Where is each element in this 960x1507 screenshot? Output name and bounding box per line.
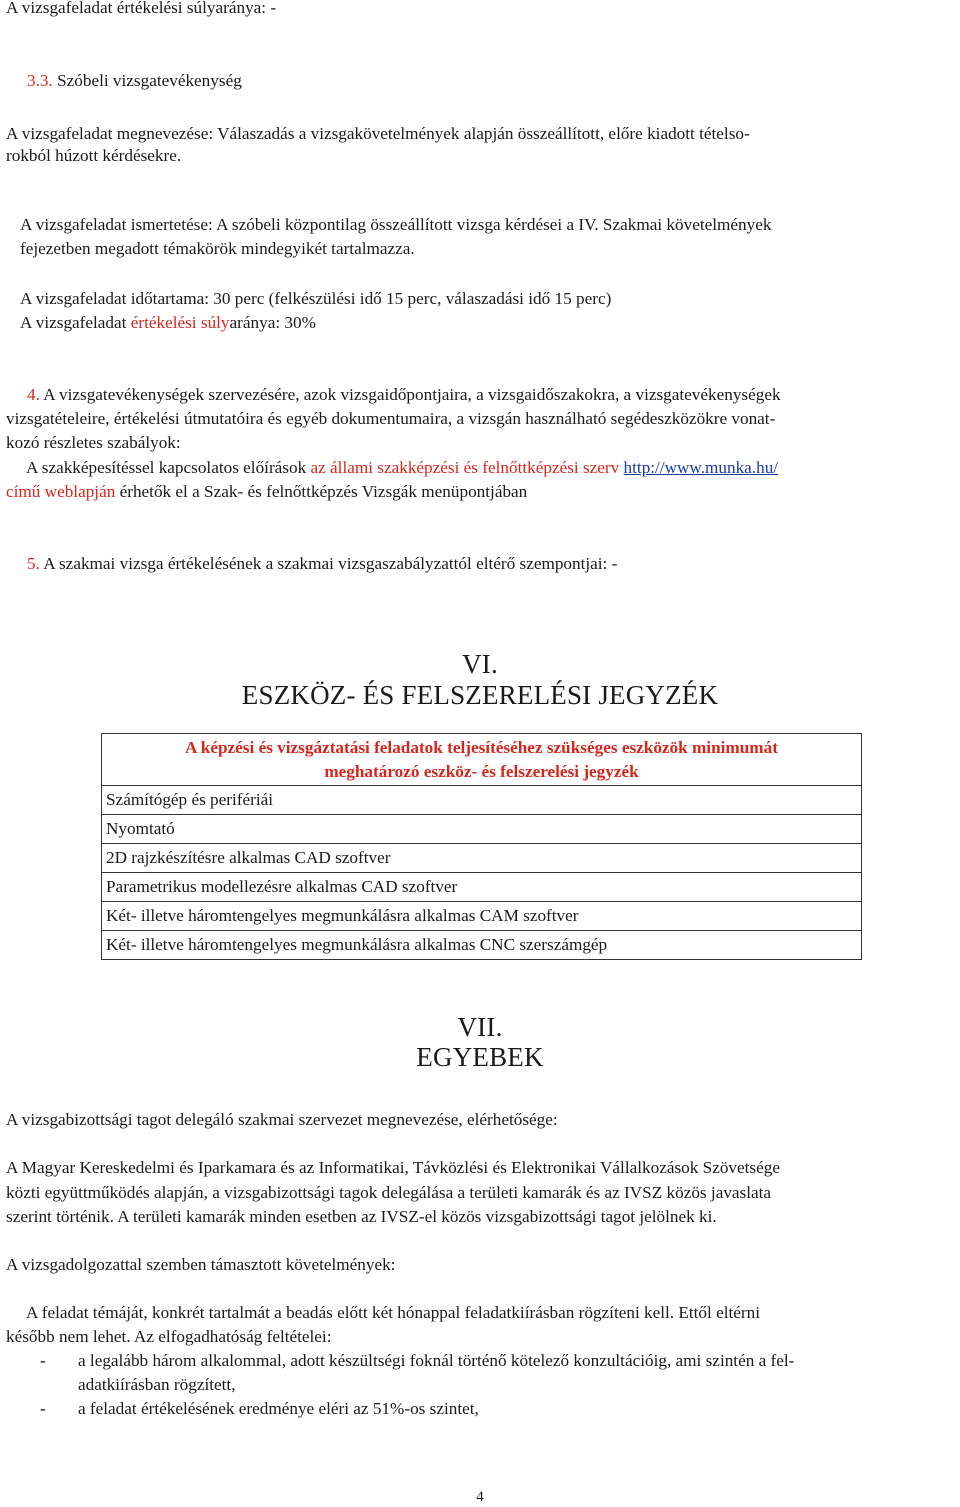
table-cell: Két- illetve háromtengelyes megmunkálásra alkalmas CNC szerszámgép [102, 931, 862, 960]
section-4-line-2: vizsgatételeire, értékelési útmutatóira és egyéb dokumentumaira, a vizsgán használható segédeszközökre vonat- [6, 409, 776, 428]
table-header-row [102, 734, 862, 786]
table-row [102, 931, 862, 960]
page-number: 4 [476, 1489, 484, 1505]
bullet-1-line-2: adatkiírásban rögzített, [78, 1375, 236, 1394]
table-header-line-2: meghatározó eszköz- és felszerelési jegyzék [324, 762, 639, 781]
task-duration: A vizsgafeladat időtartama: 30 perc (felkészülési idő 15 perc, válaszadási idő 15 perc) [20, 289, 612, 308]
delegating-org-title: A vizsgabizottsági tagot delegáló szakmai szervezet megnevezése, elérhetősége: [6, 1110, 558, 1129]
regulations-text: A szakképesítéssel kapcsolatos előírások [26, 458, 311, 477]
table-cell: Két- illetve háromtengelyes megmunkálásra alkalmas CAM szoftver [102, 902, 862, 931]
task-weight [20, 312, 316, 334]
table-cell: Parametrikus modellezésre alkalmas CAD szoftver [102, 873, 862, 902]
chapter-6-title: ESZKÖZ- ÉS FELSZERELÉSI JEGYZÉK [241, 680, 719, 710]
section-5-text: A szakmai vizsga értékelésének a szakmai vizsgaszabályzattól eltérő szempontjai: - [39, 554, 618, 573]
equipment-table [101, 733, 862, 960]
website-menu-text: érhetők el a Szak- és felnőttképzés Vizsgák menüpontjában [115, 482, 528, 501]
delegation-para-line-2: közti együttműködés alapján, a vizsgabizottsági tagok delegálása a területi kamarák és az IVSZ közös javaslata [6, 1183, 772, 1202]
exam-weight-line: A vizsgafeladat értékelési súlyaránya: - [6, 0, 277, 17]
section-4-line-5 [6, 481, 527, 503]
section-3-3-heading [27, 70, 242, 92]
table-header-cell [102, 734, 862, 786]
weight-label: A vizsgafeladat [20, 313, 131, 332]
requirements-line-1: A feladat témáját, konkrét tartalmát a beadás előtt két hónappal feladatkiírásban rögzíteni kell. Ettől eltérni [26, 1303, 761, 1322]
section-number: 4. [27, 385, 40, 404]
weight-value: aránya: 30% [229, 313, 316, 332]
section-4-line-4 [26, 457, 778, 479]
table-cell: Nyomtató [102, 815, 862, 844]
table-row [102, 786, 862, 815]
chapter-6-roman: VI. [462, 649, 498, 679]
section-number: 3.3. [27, 71, 53, 90]
section-title: Szóbeli vizsgatevékenység [57, 71, 242, 90]
section-4-text: A vizsgatevékenységek szervezésére, azok vizsgaidőpontjaira, a vizsgaidőszakokra, a vizsgatevékenységek [43, 385, 781, 404]
task-name-line-2: rokból húzott kérdésekre. [6, 146, 182, 165]
authority-name: az állami szakképzési és felnőttképzési szerv [310, 458, 620, 477]
section-4-line-3: kozó részletes szabályok: [6, 433, 181, 452]
table-row [102, 844, 862, 873]
table-cell: 2D rajzkészítésre alkalmas CAD szoftver [102, 844, 862, 873]
table-header-line-1: A képzési és vizsgáztatási feladatok teljesítéséhez szükséges eszközök minimumát [185, 738, 778, 757]
bullet-dash: - [40, 1351, 46, 1370]
table-row [102, 873, 862, 902]
chapter-7-title: EGYEBEK [416, 1042, 544, 1072]
delegation-para-line-3: szerint történik. A területi kamarák minden esetben az IVSZ-el közös vizsgabizottsági tagot jelölnek ki. [6, 1207, 717, 1226]
section-number: 5. [27, 554, 40, 573]
website-label: című weblapján [6, 482, 116, 501]
table-row [102, 902, 862, 931]
table-row [102, 815, 862, 844]
table-cell: Számítógép és perifériái [102, 786, 862, 815]
requirements-line-2: később nem lehet. Az elfogadhatóság feltételei: [6, 1327, 332, 1346]
task-desc-line-1: A vizsgafeladat ismertetése: A szóbeli központilag összeállított vizsga kérdései a IV. Szakmai követelmények [20, 215, 772, 234]
weight-highlight: értékelési súly [130, 313, 230, 332]
bullet-dash: - [40, 1399, 46, 1418]
section-4-line-1 [27, 384, 781, 406]
bullet-1-line-1: a legalább három alkalommal, adott készültségi foknál történő kötelező konzultációig, ami szintén a fel- [78, 1351, 795, 1370]
section-5-line [27, 553, 617, 575]
task-desc-line-2: fejezetben megadott témakörök mindegyikét tartalmazza. [20, 239, 415, 258]
bullet-2: a feladat értékelésének eredménye eléri az 51%-os szintet, [78, 1399, 479, 1418]
delegation-para-line-1: A Magyar Kereskedelmi és Iparkamara és az Informatikai, Távközlési és Elektronikai Vállalkozások Szövetsége [6, 1158, 780, 1177]
requirements-title: A vizsgadolgozattal szemben támasztott követelmények: [6, 1255, 396, 1274]
task-name-line-1: A vizsgafeladat megnevezése: Válaszadás a vizsgakövetelmények alapján összeállított, előre kiadott tételso- [6, 124, 750, 143]
munka-link[interactable]: http://www.munka.hu/ [623, 458, 779, 477]
chapter-7-roman: VII. [457, 1012, 503, 1042]
